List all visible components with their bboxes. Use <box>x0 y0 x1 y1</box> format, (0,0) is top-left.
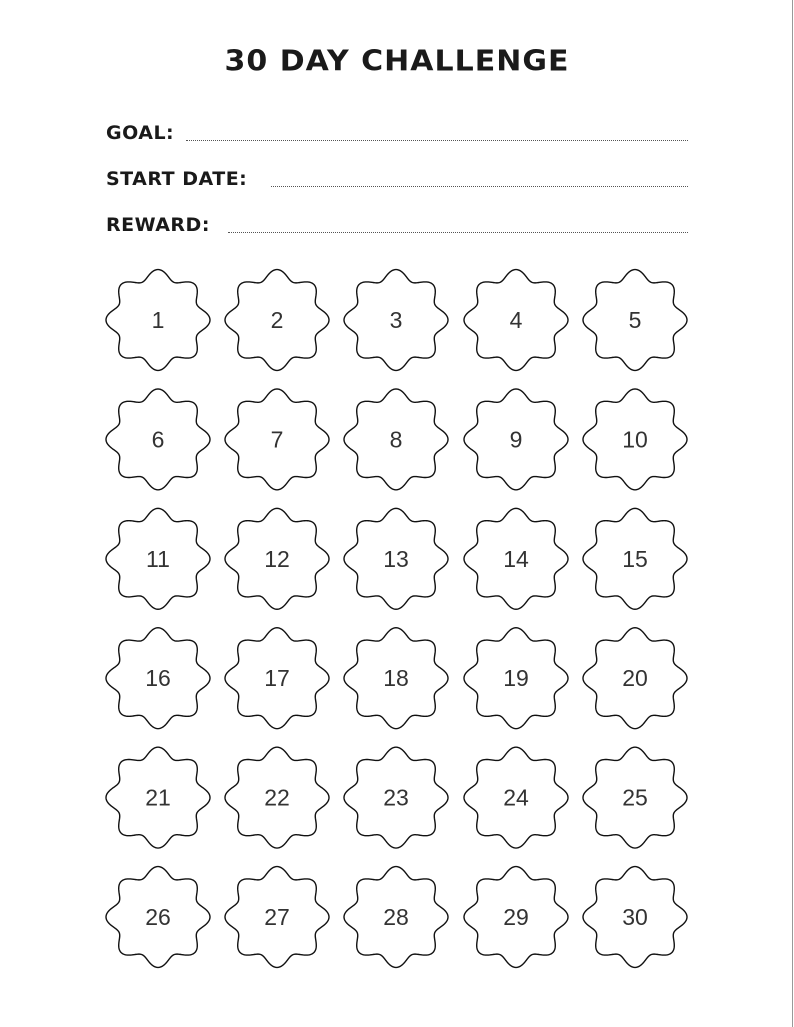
day-number: 25 <box>622 784 648 811</box>
day-badge[interactable] <box>583 508 687 609</box>
day-badge[interactable] <box>106 508 210 609</box>
day-number: 14 <box>503 545 529 572</box>
day-number: 16 <box>145 665 171 692</box>
day-number: 30 <box>622 904 648 930</box>
day-badge[interactable] <box>225 867 329 968</box>
day-badge[interactable] <box>464 508 568 609</box>
day-number: 13 <box>383 545 409 572</box>
day-badge[interactable] <box>583 270 687 371</box>
day-number: 20 <box>622 665 648 692</box>
day-badge[interactable] <box>225 747 329 848</box>
day-badge[interactable] <box>344 508 448 609</box>
day-badge[interactable] <box>106 270 210 371</box>
day-badge[interactable] <box>583 867 687 968</box>
day-number: 18 <box>383 665 409 692</box>
day-badge[interactable] <box>106 747 210 848</box>
day-number: 19 <box>503 665 529 692</box>
day-badge[interactable] <box>464 628 568 729</box>
day-number: 6 <box>151 426 165 453</box>
day-number: 17 <box>264 665 290 692</box>
page-title: 30 DAY CHALLENGE <box>224 44 570 79</box>
day-badge[interactable] <box>583 747 687 848</box>
goal-label: GOAL: <box>106 122 175 144</box>
day-badge[interactable] <box>225 628 329 729</box>
day-number: 29 <box>503 904 529 930</box>
day-badge[interactable] <box>344 628 448 729</box>
day-badge[interactable] <box>225 508 329 609</box>
day-number: 10 <box>622 426 648 453</box>
day-number: 23 <box>383 784 409 811</box>
day-number: 8 <box>389 426 403 453</box>
day-badge[interactable] <box>464 389 568 490</box>
day-number: 4 <box>509 307 523 333</box>
day-number: 27 <box>264 904 290 930</box>
day-badge[interactable] <box>344 389 448 490</box>
start-date-label: START DATE: <box>106 168 248 190</box>
day-badge[interactable] <box>106 628 210 729</box>
day-badge[interactable] <box>464 270 568 371</box>
day-badge[interactable] <box>583 389 687 490</box>
day-number: 15 <box>622 545 648 572</box>
day-number: 2 <box>270 307 284 333</box>
day-number: 28 <box>383 904 409 930</box>
day-number: 11 <box>146 545 170 572</box>
day-badge[interactable] <box>464 747 568 848</box>
day-badge[interactable] <box>225 270 329 371</box>
day-number: 1 <box>151 307 165 333</box>
day-badge[interactable] <box>344 270 448 371</box>
day-badge[interactable] <box>225 389 329 490</box>
day-badge[interactable] <box>583 628 687 729</box>
day-badge[interactable] <box>106 867 210 968</box>
day-number: 12 <box>264 545 290 572</box>
day-number: 24 <box>503 784 529 811</box>
day-number: 3 <box>389 307 403 333</box>
day-badge[interactable] <box>344 747 448 848</box>
day-number: 26 <box>145 904 171 930</box>
reward-label: REWARD: <box>106 214 210 236</box>
day-number: 7 <box>270 426 284 453</box>
day-badge[interactable] <box>344 867 448 968</box>
day-number: 5 <box>628 307 642 333</box>
day-badge[interactable] <box>464 867 568 968</box>
day-number: 9 <box>509 426 523 453</box>
day-number: 21 <box>145 784 171 811</box>
day-number: 22 <box>264 784 290 811</box>
day-badge[interactable] <box>106 389 210 490</box>
